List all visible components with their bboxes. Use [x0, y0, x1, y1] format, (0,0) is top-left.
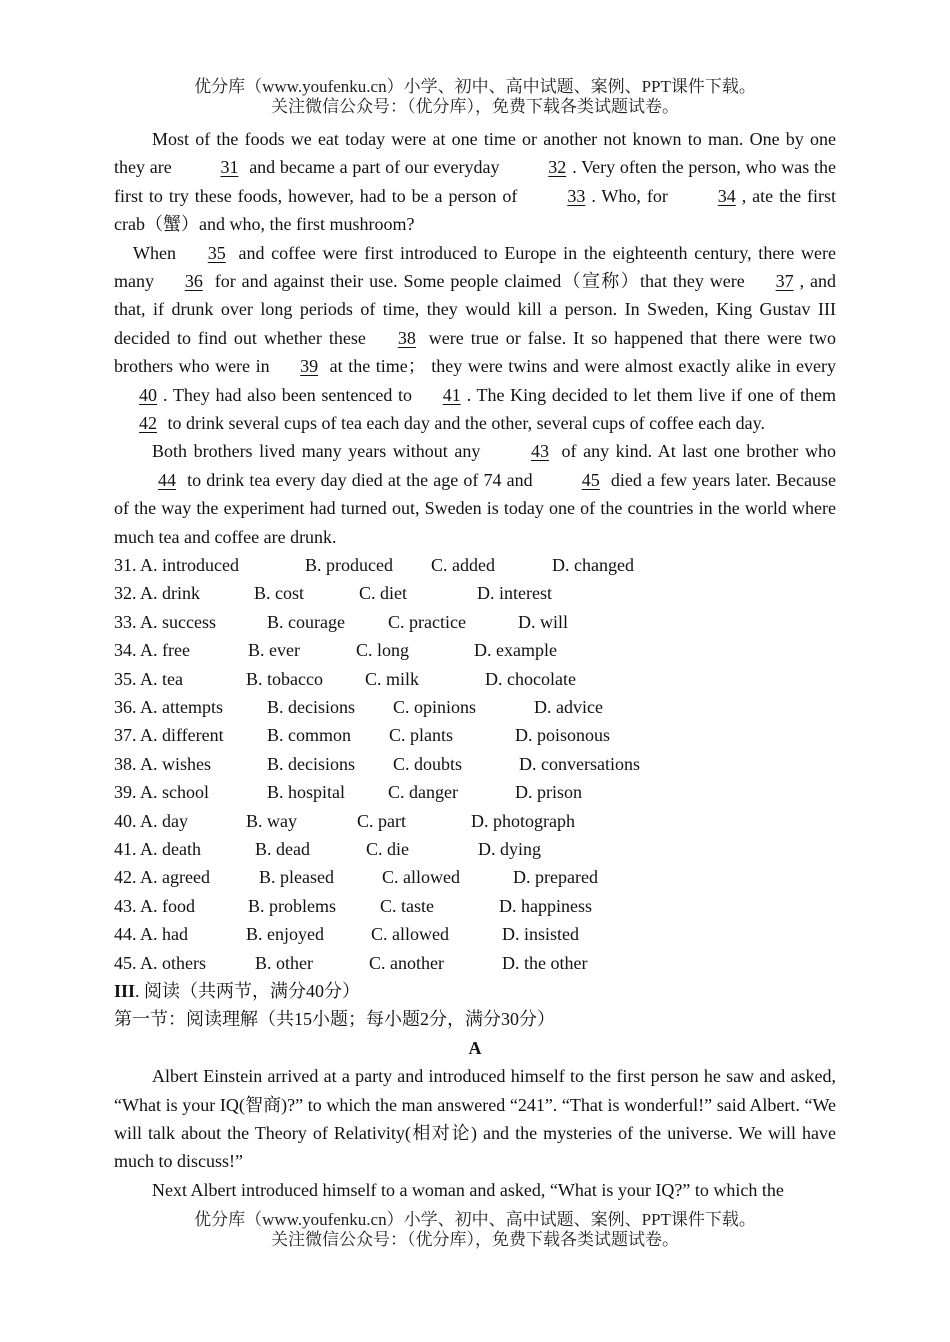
option-b: B. other	[255, 952, 313, 973]
blank-31: 31	[220, 157, 239, 178]
option-b: B. tobacco	[246, 668, 323, 689]
option-b: B. pleased	[259, 867, 334, 888]
option-d: D. insisted	[502, 924, 580, 945]
option-b: B. way	[246, 810, 297, 831]
option-c: C. opinions	[393, 697, 477, 718]
option-d: D. dying	[478, 839, 541, 859]
text: and became a part of our everyday	[244, 157, 505, 178]
blank-34: 34	[717, 185, 736, 206]
question-36	[114, 693, 836, 721]
option-c: C. danger	[388, 782, 458, 803]
section-title: . 阅读（共两节，满分40分）	[135, 980, 361, 1001]
text: to drink several cups of tea each day and the other, several cups of coffee each day.	[163, 413, 766, 434]
blank-36: 36	[184, 271, 203, 292]
option-b: B. decisions	[267, 697, 355, 718]
option-d: D. will	[518, 611, 569, 632]
question-45	[114, 949, 836, 977]
text: died a few years later. Because of the way the experiment had turned out, Sweden is today one of the countries in the world where much tea and coffee are drunk.	[114, 469, 837, 547]
question-list	[114, 551, 836, 977]
blank-35: 35	[207, 242, 226, 263]
reading-paragraph-1: Albert Einstein arrived at a party and introduced himself to the first person he saw and asked, “What is your IQ(智商)?” to which the man answered “241”. “That is wonderful!” said Albert. “We will talk about the Theory of Relativity(相对论) and the mysteries of the universe. We will have much to discuss!”	[114, 1066, 836, 1172]
option-c: C. doubts	[393, 753, 463, 774]
option-a: 43. A. food	[114, 895, 195, 916]
option-b: B. cost	[254, 583, 305, 604]
blank-37: 37	[775, 271, 794, 292]
option-c: C. die	[366, 839, 409, 859]
option-d: D. photograph	[471, 810, 575, 831]
option-c: C. diet	[359, 583, 407, 604]
option-d: D. advice	[534, 697, 603, 718]
option-b: B. enjoyed	[246, 924, 324, 945]
text: and coffee were first introduced to Europe in the eighteenth century, there were many	[114, 242, 836, 292]
question-39	[114, 778, 836, 806]
passage-label: A	[468, 1037, 482, 1058]
blank-40: 40	[139, 384, 157, 405]
question-42	[114, 863, 836, 891]
text: Most of the foods we eat today were at one time or another not known to man. One by one they are	[114, 129, 836, 178]
page-header	[0, 77, 950, 117]
option-b: B. common	[267, 725, 351, 746]
option-d: D. example	[474, 640, 557, 661]
option-d: D. interest	[477, 583, 552, 604]
option-b: B. dead	[255, 839, 310, 859]
option-a: 40. A. day	[114, 810, 188, 831]
option-a: 42. A. agreed	[114, 867, 210, 888]
blank-44: 44	[158, 469, 176, 490]
text: . They had also been sentenced to	[163, 384, 418, 405]
reading-paragraph-2: Next Albert introduced himself to a woman and asked, “What is your IQ?” to which the	[152, 1179, 784, 1200]
option-a: 35. A. tea	[114, 668, 183, 689]
option-a: 45. A. others	[114, 952, 206, 973]
option-b: B. ever	[248, 640, 300, 661]
blank-43: 43	[530, 441, 549, 462]
option-d: D. poisonous	[515, 725, 611, 746]
option-d: D. chocolate	[485, 668, 576, 689]
option-d: D. happiness	[499, 895, 592, 916]
question-37	[114, 721, 836, 749]
question-33	[114, 608, 836, 636]
option-c: C. added	[431, 555, 495, 576]
option-b: B. courage	[267, 611, 345, 632]
blank-32: 32	[548, 157, 567, 178]
question-43	[114, 892, 836, 920]
question-44	[114, 920, 836, 948]
option-b: B. problems	[248, 895, 336, 916]
option-c: C. milk	[365, 668, 420, 689]
option-a: 37. A. different	[114, 725, 224, 746]
cloze-paragraph-3	[114, 437, 836, 551]
cloze-paragraph-1	[114, 125, 836, 239]
text: were true or false. It so happened that there were two brothers who were in	[114, 327, 836, 377]
blank-38: 38	[397, 327, 416, 348]
text: . Who, for	[591, 185, 674, 206]
question-41	[114, 835, 836, 863]
text: to drink tea every day died at the age of 74 and	[182, 469, 538, 490]
section-number: III	[114, 980, 136, 1001]
text: When	[133, 242, 183, 263]
blank-45: 45	[581, 469, 600, 490]
option-d: D. the other	[502, 952, 588, 973]
option-a: 44. A. had	[114, 924, 188, 945]
option-a: 33. A. success	[114, 611, 216, 632]
option-c: C. practice	[388, 611, 466, 632]
section-heading	[114, 977, 836, 1005]
option-a: 32. A. drink	[114, 583, 201, 604]
page-content	[114, 125, 836, 1204]
text: for and against their use. Some people claimed（宣称）that they were	[208, 271, 751, 292]
blank-42: 42	[139, 413, 157, 434]
option-d: D. changed	[552, 555, 634, 576]
option-d: D. prepared	[513, 867, 598, 888]
text: . Very often the person, who was the first to try these foods, however, had to be a person of	[114, 157, 837, 206]
option-d: D. conversations	[519, 753, 640, 774]
option-b: B. produced	[305, 555, 393, 576]
option-d: D. prison	[515, 782, 582, 803]
page-footer	[0, 1210, 950, 1250]
option-c: C. allowed	[371, 924, 449, 945]
option-b: B. hospital	[267, 782, 346, 803]
option-a: 41. A. death	[114, 839, 201, 859]
text: , and that, if drunk over long periods of time, they would kill a person. In Sweden, King Gustav III decided to find out whether these	[114, 271, 836, 348]
option-c: C. plants	[389, 725, 454, 746]
blank-33: 33	[567, 185, 586, 206]
text: . The King decided to let them live if one of them	[466, 384, 836, 405]
question-31	[114, 551, 836, 579]
option-a: 38. A. wishes	[114, 753, 212, 774]
text: , ate the first crab（蟹）and who, the first mushroom?	[114, 185, 836, 235]
cloze-paragraph-2	[114, 239, 836, 438]
question-32	[114, 579, 836, 607]
blank-41: 41	[442, 384, 461, 405]
footer-line-1: 优分库（www.youfenku.cn）小学、初中、高中试题、案例、PPT课件下载。	[194, 1210, 756, 1229]
option-a: 36. A. attempts	[114, 697, 223, 718]
option-a: 31. A. introduced	[114, 555, 239, 576]
question-35	[114, 665, 836, 693]
question-40	[114, 807, 836, 835]
footer-line-2: 关注微信公众号：（优分库），免费下载各类试题试卷。	[271, 1230, 679, 1249]
option-c: C. long	[356, 640, 410, 661]
question-34	[114, 636, 836, 664]
text: at the time； they were twins and were almost exactly alike in every	[324, 356, 836, 377]
option-c: C. part	[357, 810, 406, 831]
option-c: C. another	[369, 952, 444, 973]
option-b: B. decisions	[267, 753, 355, 774]
header-line-2: 关注微信公众号：（优分库），免费下载各类试题试卷。	[271, 97, 679, 116]
option-a: 39. A. school	[114, 782, 210, 803]
section-subtitle: 第一节：阅读理解（共15小题；每小题2分，满分30分）	[114, 1009, 555, 1030]
option-a: 34. A. free	[114, 640, 190, 661]
option-c: C. allowed	[382, 867, 460, 888]
text: of any kind. At last one brother who	[554, 441, 836, 462]
question-38	[114, 750, 836, 778]
text: Both brothers lived many years without any	[152, 441, 487, 462]
option-c: C. taste	[380, 895, 434, 916]
header-line-1: 优分库（www.youfenku.cn）小学、初中、高中试题、案例、PPT课件下载。	[194, 77, 756, 96]
blank-39: 39	[300, 356, 319, 377]
